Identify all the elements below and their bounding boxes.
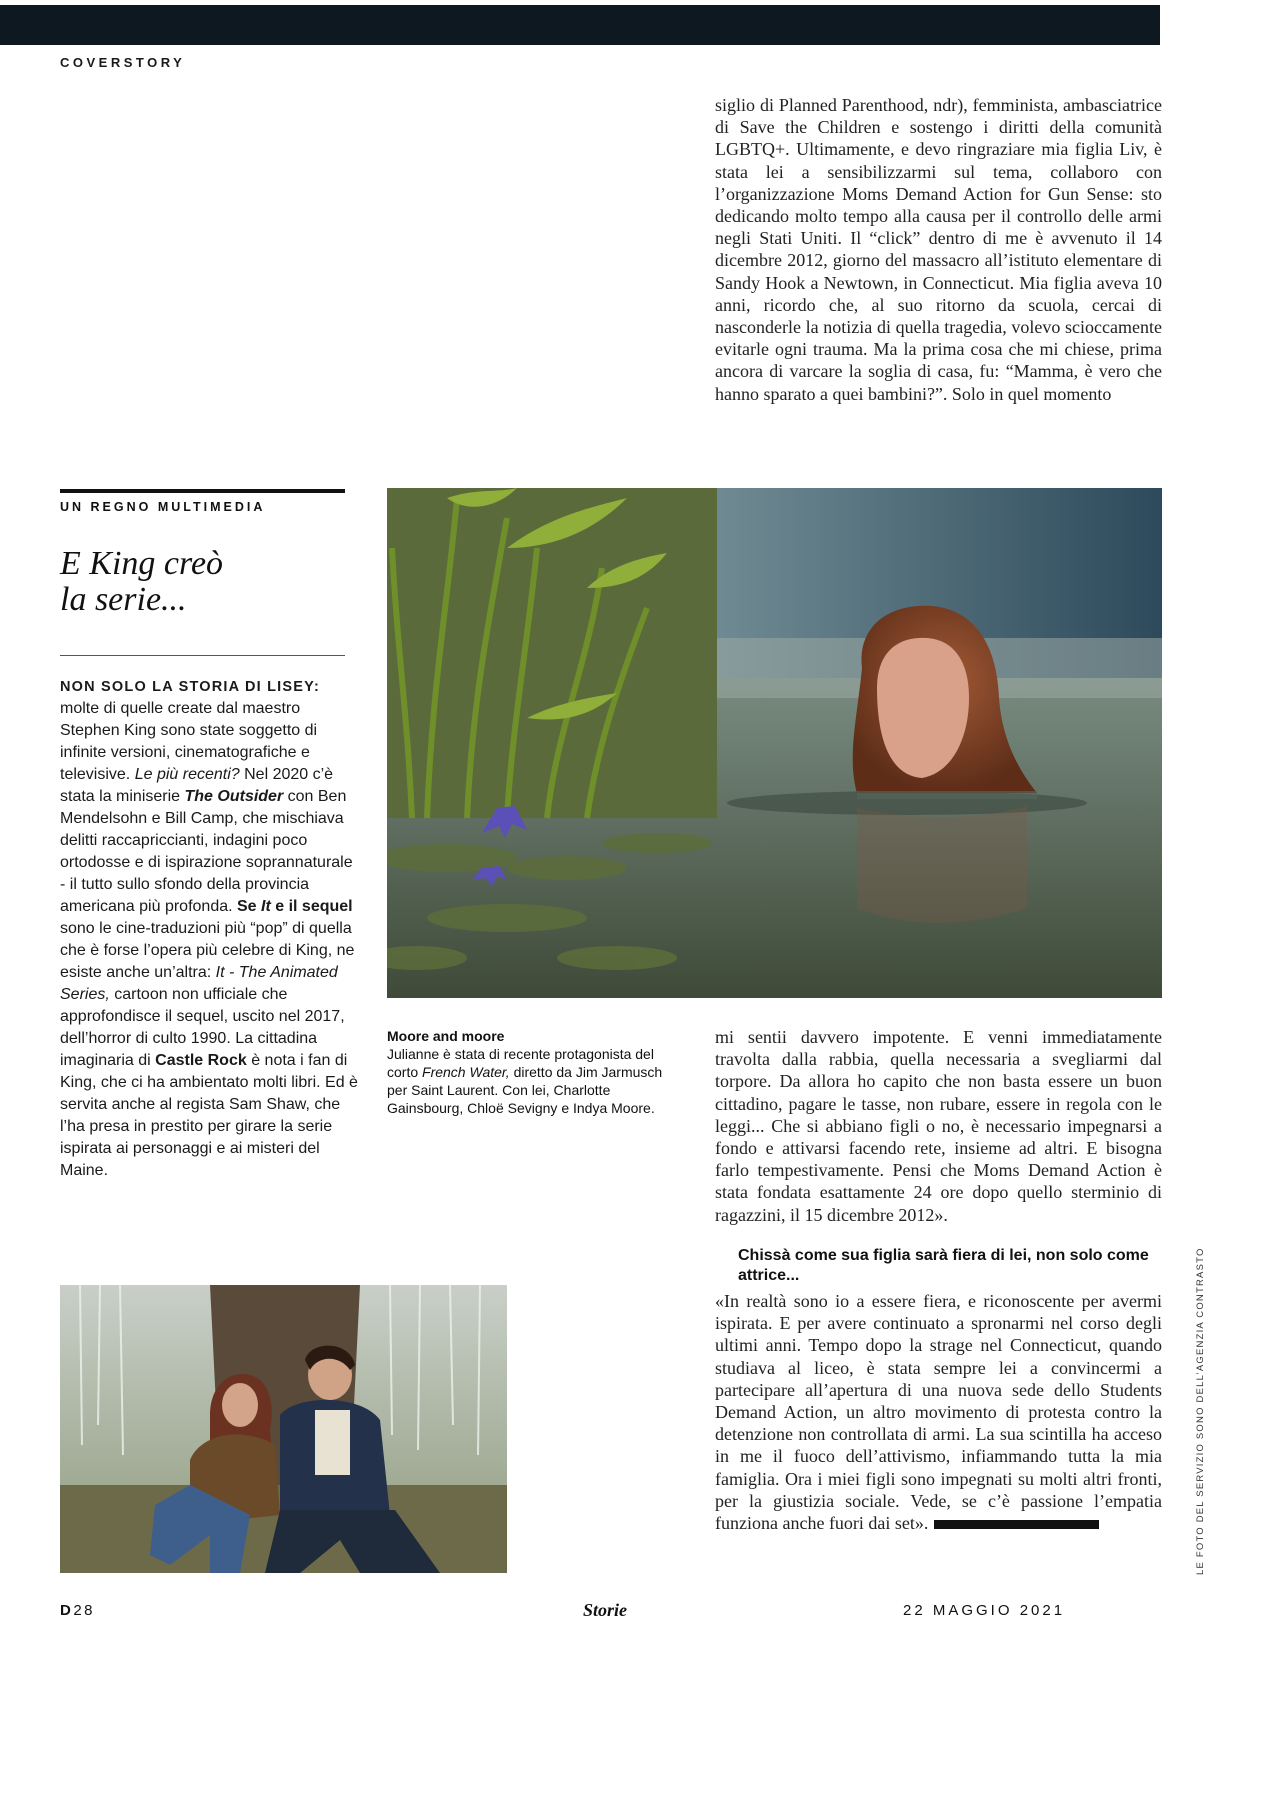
article-paragraph-bottom: [715, 1026, 1162, 1226]
photo-caption: [387, 1027, 677, 1117]
caption-c1: Julianne è stata di recente protagonista del corto: [387, 1046, 654, 1080]
top-bar: [0, 5, 1160, 45]
sidebar-t4: The Outsider: [184, 788, 284, 805]
page-prefix: D: [60, 1602, 74, 1619]
sidebar-t1: molte di quelle create dal maestro Stephen King sono state soggetto di infinite versioni, cinematografiche e televisive.: [60, 700, 318, 783]
article-text-answer: «In realtà sono io a essere fiera, e riconoscente per avermi ispirata. E per avere continuato a spronarmi nel corso degli ultimi anni. Tempo dopo la strage nel Connecticut, quando studiava al liceo, è stata sempre lei a convincermi a partecipare all’apertura di una nuova sede dello Students Demand Action, un altro movimento di protesta contro la detenzione non controllata di armi. La sua scintilla ha acceso in me il fuoco dell’attivismo, infiammando tutta la mia famiglia. Ora i miei figli sono impegnati su molti altri fronti, per la giustizia sociale. Vede, se c’è passione l’empatia funziona anche fuori dai set».: [715, 1291, 1162, 1534]
end-mark: [934, 1520, 1099, 1529]
sidebar-title-line1: E King creò: [60, 545, 224, 582]
article-text-top: siglio di Planned Parenthood, ndr), femminista, ambasciatrice di Save the Children e sostengo i diritti della comunità LGBTQ+. Ultimamente, e devo ringraziare mia figlia Liv, è stata lei a sensibilizzarmi sul tema, collaboro con l’organizzazione Moms Demand Action for Gun Sense: sto dedicando molto tempo alla causa per il controllo delle armi negli Stati Uniti. Il “click” dentro di me è avvenuto il 14 dicembre 2012, giorno del massacro all’istituto elementare di Sandy Hook a Newtown, in Connecticut. Mia figlia aveva 10 anni, ricordo che, al suo ritorno da scuola, cercai di nasconderle la notizia di quella tragedia, volevo scioccamente evitarle ogni trauma. Ma la prima cosa che mi chiese, prima ancora di varcare la soglia di casa, fu: “Mamma, è vero che hanno sparato a quei bambini?”. Solo in quel momento: [715, 95, 1162, 404]
sidebar-rule-thin: [60, 655, 345, 656]
page-number: [60, 1602, 95, 1619]
sidebar-t11: cartoon non ufficiale che approfondisce il sequel, uscito nel 2017, dell’horror di culto 1990. La cittadina imaginaria di: [60, 986, 345, 1069]
interviewer-question: Chissà come sua figlia sarà fiera di lei, non solo come attrice...: [738, 1247, 1149, 1284]
sidebar-title-line2: la serie...: [60, 581, 187, 618]
sidebar-t6: Se: [237, 898, 262, 915]
sidebar-t7: It: [261, 898, 271, 915]
sidebar-label: UN REGNO MULTIMEDIA: [60, 500, 266, 514]
sidebar-t10: It - The Animated Series,: [60, 964, 338, 1003]
sidebar-t5: con Ben Mendelsohn e Bill Camp, che mischiava delitti raccapriccianti, indagini poco ortodosse e di ispirazione soprannaturale - il tutto sullo sfondo della provincia americana più profonda.: [60, 788, 353, 915]
sidebar-t2: Le più recenti?: [134, 766, 240, 783]
caption-c2: French Water,: [422, 1064, 510, 1080]
article-paragraph-top: [715, 94, 1162, 405]
sidebar-t13: è nota i fan di King, che ci ha ambientato molti libri. Ed è servita anche al regista Sam Shaw, che l’ha presa in prestito per girare la serie ispirata ai personaggi e ai misteri del Maine.: [60, 1052, 358, 1179]
caption-body: [387, 1045, 677, 1117]
page-number-value: 28: [73, 1602, 96, 1619]
sidebar-t8: e il sequel: [270, 898, 353, 915]
caption-c3: diretto da Jim Jarmusch per Saint Laurent. Con lei, Charlotte Gainsbourg, Chloë Sevigny e Indya Moore.: [387, 1064, 663, 1116]
sidebar-title: [60, 546, 350, 618]
secondary-photo-tree: [60, 1285, 507, 1573]
photo-credit: LE FOTO DEL SERVIZIO SONO DELL’AGENZIA CONTRASTO: [1195, 1247, 1206, 1575]
sidebar-t9: sono le cine-traduzioni più “pop” di quella che è forse l’opera più celebre di King, ne esiste anche un’altra:: [60, 920, 355, 981]
sidebar-lead: NON SOLO LA STORIA DI LISEY:: [60, 679, 320, 695]
main-photo-pond: [387, 488, 1162, 998]
sidebar-text: [60, 676, 360, 1182]
article-text-bottom: mi sentii davvero impotente. E venni immediatamente travolta dalla rabbia, quella necessaria a svegliarmi dal torpore. Da allora ho capito che non basta essere un buon cittadino, pagare le tasse, non rubare, essere in regola con le leggi... Che si abbiano figli o no, è necessario impegnarsi a fondo e attivarsi facendo rete, insieme ad altri. E bisogna farlo tempestivamente. Pensi che Moms Demand Action è stata fondata esattamente 24 ore dopo quello sterminio di ragazzini, il 15 dicembre 2012».: [715, 1027, 1162, 1225]
magazine-name: Storie: [583, 1600, 628, 1620]
sidebar-rule-top: [60, 489, 345, 493]
sidebar-t12: Castle Rock: [155, 1052, 247, 1069]
caption-title: Moore and moore: [387, 1028, 505, 1044]
section-label: COVERSTORY: [60, 55, 186, 70]
sidebar-t3: Nel 2020 c’è stata la miniserie: [60, 766, 334, 805]
article-paragraph-answer: [715, 1290, 1162, 1534]
issue-date: 22 MAGGIO 2021: [903, 1602, 1066, 1619]
